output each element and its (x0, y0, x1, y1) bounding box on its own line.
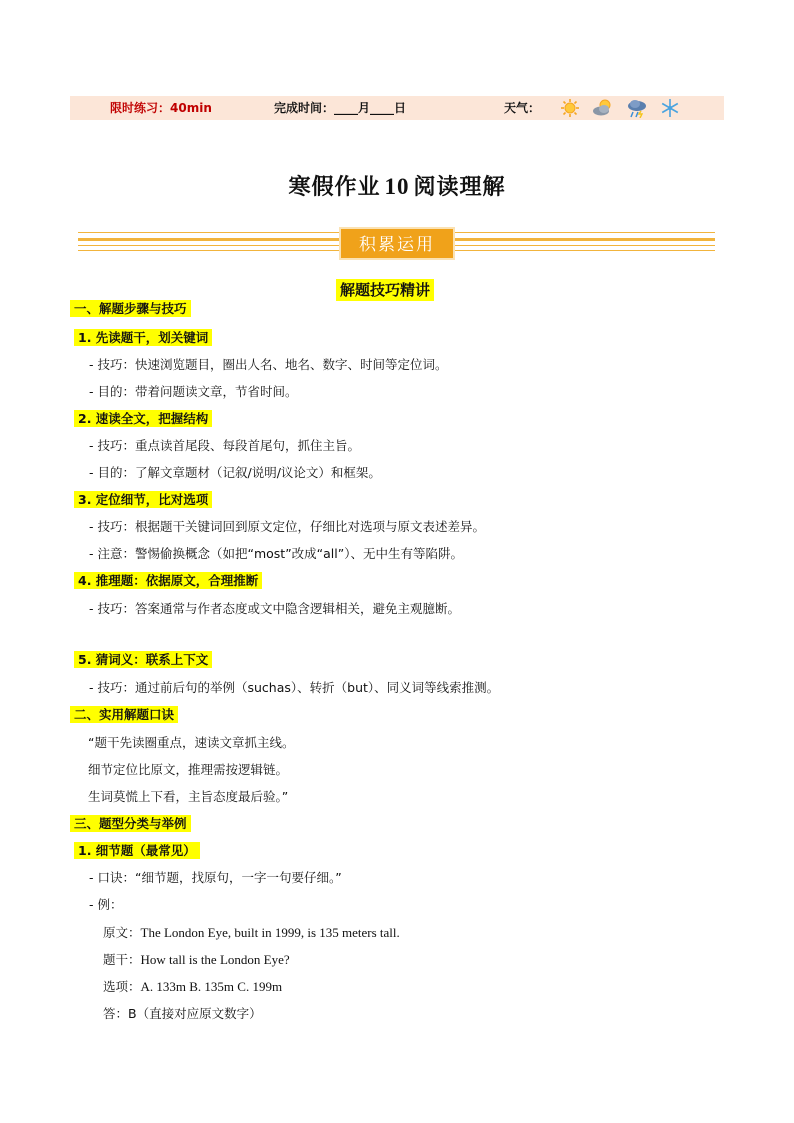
step-tip: - 技巧：通过前后句的举例（suchas）、转折（but）、同义词等线索推测。 (89, 680, 500, 695)
title-number: 10 (384, 174, 410, 199)
finish-time: 完成时间：____月____日 (274, 101, 407, 115)
sun-icon (560, 98, 580, 118)
example-text: 原文：The London Eye, built in 1999, is 135 meters tall. (103, 925, 400, 940)
weather-label: 天气： (504, 101, 541, 115)
rain-icon (626, 98, 648, 118)
verse-line: 细节定位比原文，推理需按逻辑链。 (88, 762, 289, 777)
example-label: - 例： (89, 897, 123, 912)
example-answer: 答：B（直接对应原文数字） (103, 1006, 262, 1021)
section-subtitle: 解题技巧精讲 (336, 279, 434, 301)
step-heading: 4. 推理题：依据原文，合理推断 (74, 572, 262, 590)
step-tip: - 技巧：根据题干关键词回到原文定位，仔细比对选项与原文表述差异。 (89, 519, 485, 534)
verse-line: “题干先读圈重点，速读文章抓主线。 (88, 735, 295, 750)
step-note: - 注意：警惕偷换概念（如把“most”改成“all”）、无中生有等陷阱。 (89, 546, 463, 561)
step-tip: - 技巧：快速浏览题目，圈出人名、地名、数字、时间等定位词。 (89, 357, 448, 372)
time-limit: 限时练习：40min (110, 101, 212, 115)
example-question: 题干：How tall is the London Eye? (103, 952, 290, 967)
header-bar (70, 96, 724, 120)
title-prefix: 寒假作业 (288, 175, 381, 200)
example-options: 选项：A. 133m B. 135m C. 199m (103, 979, 283, 994)
page-title (0, 170, 794, 201)
step-heading: 3. 定位细节，比对选项 (74, 491, 212, 509)
snow-icon (660, 98, 680, 118)
type-rhyme: - 口诀：“细节题，找原句，一字一句要仔细。” (89, 870, 342, 885)
section-heading: 一、解题步骤与技巧 (70, 300, 191, 318)
step-goal: - 目的：了解文章题材（记叙/说明/议论文）和框架。 (89, 465, 381, 480)
verse-line: 生词莫慌上下看，主旨态度最后验。” (88, 789, 289, 804)
type-heading: 1. 细节题（最常见） (74, 842, 200, 860)
step-heading: 5. 猜词义：联系上下文 (74, 651, 212, 669)
section-badge: 积累运用 (339, 227, 455, 260)
title-suffix: 阅读理解 (413, 175, 506, 200)
step-tip: - 技巧：答案通常与作者态度或文中隐含逻辑相关，避免主观臆断。 (89, 601, 460, 616)
cloudy-icon (592, 98, 614, 118)
section-heading: 三、题型分类与举例 (70, 815, 191, 833)
step-heading: 1. 先读题干，划关键词 (74, 329, 212, 347)
step-tip: - 技巧：重点读首尾段、每段首尾句，抓住主旨。 (89, 438, 360, 453)
step-heading: 2. 速读全文，把握结构 (74, 410, 212, 428)
section-heading: 二、实用解题口诀 (70, 706, 178, 724)
step-goal: - 目的：带着问题读文章，节省时间。 (89, 384, 298, 399)
